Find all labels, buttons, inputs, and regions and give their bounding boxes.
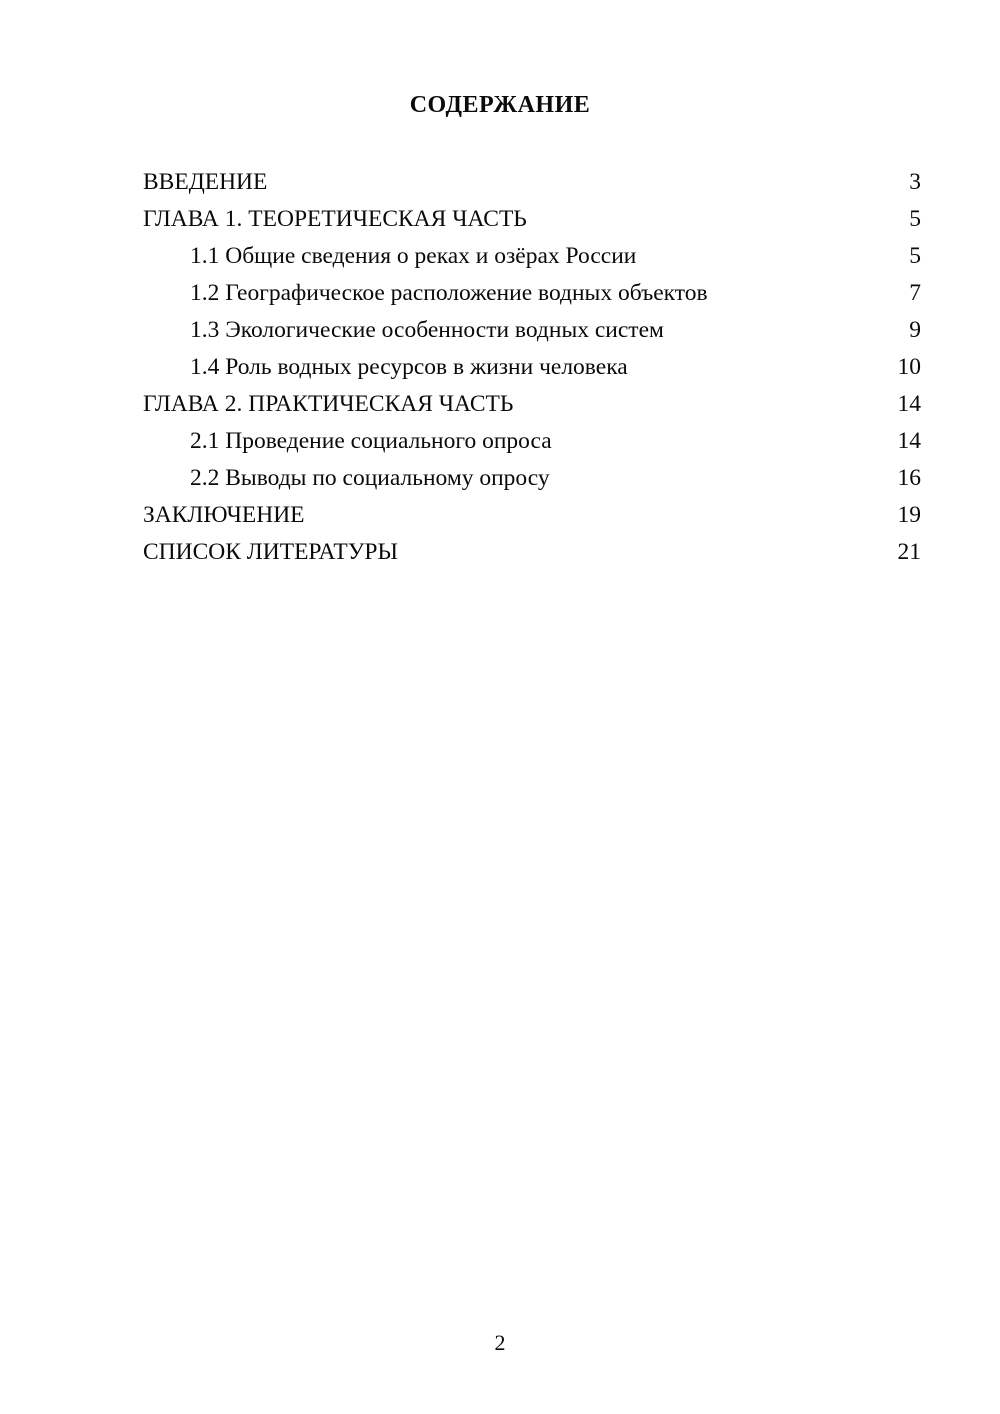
- toc-entry-page: 10: [897, 354, 921, 380]
- toc-entry-label: 1.3 Экологические особенности водных систем: [190, 317, 664, 343]
- toc-entry-page: 19: [897, 502, 921, 528]
- toc-entry-label: 1.4 Роль водных ресурсов в жизни человека: [190, 354, 628, 380]
- toc-entry-page: 3: [909, 169, 921, 195]
- toc-entry[interactable]: [143, 497, 921, 534]
- toc-entry[interactable]: [143, 238, 921, 275]
- toc-entry-label: 1.2 Географическое расположение водных объектов: [190, 280, 708, 306]
- toc-entry[interactable]: [143, 349, 921, 386]
- toc-entry[interactable]: [143, 275, 921, 312]
- toc-entry-label: ЗАКЛЮЧЕНИЕ: [143, 502, 305, 528]
- toc-entry-page: 21: [897, 539, 921, 565]
- page-number-footer: 2: [494, 1330, 506, 1355]
- page-title: СОДЕРЖАНИЕ: [409, 92, 591, 118]
- toc-entry[interactable]: [143, 312, 921, 349]
- toc-entry-page: 9: [909, 317, 921, 343]
- toc-entry-label: 1.1 Общие сведения о реках и озёрах России: [190, 243, 637, 269]
- toc-entry-label: 2.2 Выводы по социальному опросу: [190, 465, 550, 491]
- toc-entry[interactable]: [143, 460, 921, 497]
- toc-entry-page: 7: [909, 280, 921, 306]
- toc-entry-page: 14: [897, 428, 921, 454]
- toc-entry-label: 2.1 Проведение социального опроса: [190, 428, 552, 454]
- toc-entry[interactable]: [143, 164, 921, 201]
- toc-entry-label: ГЛАВА 1. ТЕОРЕТИЧЕСКАЯ ЧАСТЬ: [143, 206, 527, 232]
- table-of-contents: [143, 164, 921, 571]
- toc-entry-page: 5: [909, 243, 921, 269]
- toc-entry-page: 5: [909, 206, 921, 232]
- toc-entry-page: 14: [897, 391, 921, 417]
- toc-entry[interactable]: [143, 386, 921, 423]
- toc-entry-label: СПИСОК ЛИТЕРАТУРЫ: [143, 539, 398, 565]
- toc-entry[interactable]: [143, 201, 921, 238]
- toc-entry[interactable]: [143, 423, 921, 460]
- toc-entry-label: ВВЕДЕНИЕ: [143, 169, 268, 195]
- toc-entry-label: ГЛАВА 2. ПРАКТИЧЕСКАЯ ЧАСТЬ: [143, 391, 514, 417]
- toc-entry-page: 16: [897, 465, 921, 491]
- toc-entry[interactable]: [143, 534, 921, 571]
